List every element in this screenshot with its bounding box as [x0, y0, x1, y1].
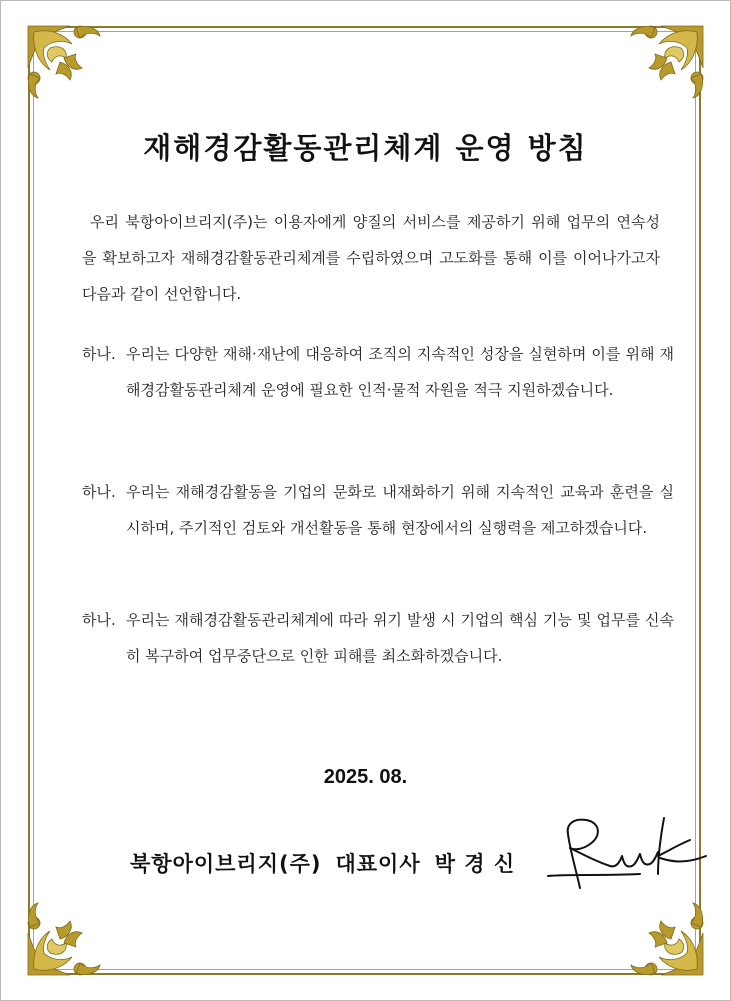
pledge-text: 우리는 재해경감활동을 기업의 문화로 내재화하기 위해 지속적인 교육과 훈련을 실시하며, 주기적인 검토와 개선활동을 통해 현장에서의 실행력을 제고하겠습니다.: [126, 483, 674, 537]
signatory-name: 박 경 신: [434, 852, 516, 876]
corner-ornament-icon: [625, 897, 711, 983]
issue-date: 2025. 08.: [323, 766, 408, 788]
pledge-head: 하나.: [82, 611, 116, 629]
signatory-line: [130, 848, 529, 878]
company-name: 북항아이브리지(주): [130, 852, 322, 876]
pledge-head: 하나.: [82, 483, 116, 501]
signatory-role: 대표이사: [335, 852, 421, 876]
page-title: 재해경감활동관리체계 운영 방침: [143, 131, 588, 165]
handwritten-signature-icon: [540, 800, 710, 900]
pledge-head: 하나.: [82, 345, 116, 363]
corner-ornament-icon: [20, 18, 106, 104]
pledge-text: 우리는 다양한 재해·재난에 대응하여 조직의 지속적인 성장을 실현하며 이를 위해 재해경감활동관리체계 운영에 필요한 인적·물적 자원을 적극 지원하겠습니다.: [126, 345, 674, 399]
corner-ornament-icon: [625, 18, 711, 104]
intro-paragraph: 우리 북항아이브리지(주)는 이용자에게 양질의 서비스를 제공하기 위해 업무의 연속성을 확보하고자 재해경감활동관리체계를 수립하였으며 고도화를 통해 이를 이어나가고자 다음과 같이 선언합니다.: [82, 213, 660, 303]
corner-ornament-icon: [20, 897, 106, 983]
pledge-text: 우리는 재해경감활동관리체계에 따라 위기 발생 시 기업의 핵심 기능 및 업무를 신속히 복구하여 업무중단으로 인한 피해를 최소화하겠습니다.: [126, 611, 674, 665]
